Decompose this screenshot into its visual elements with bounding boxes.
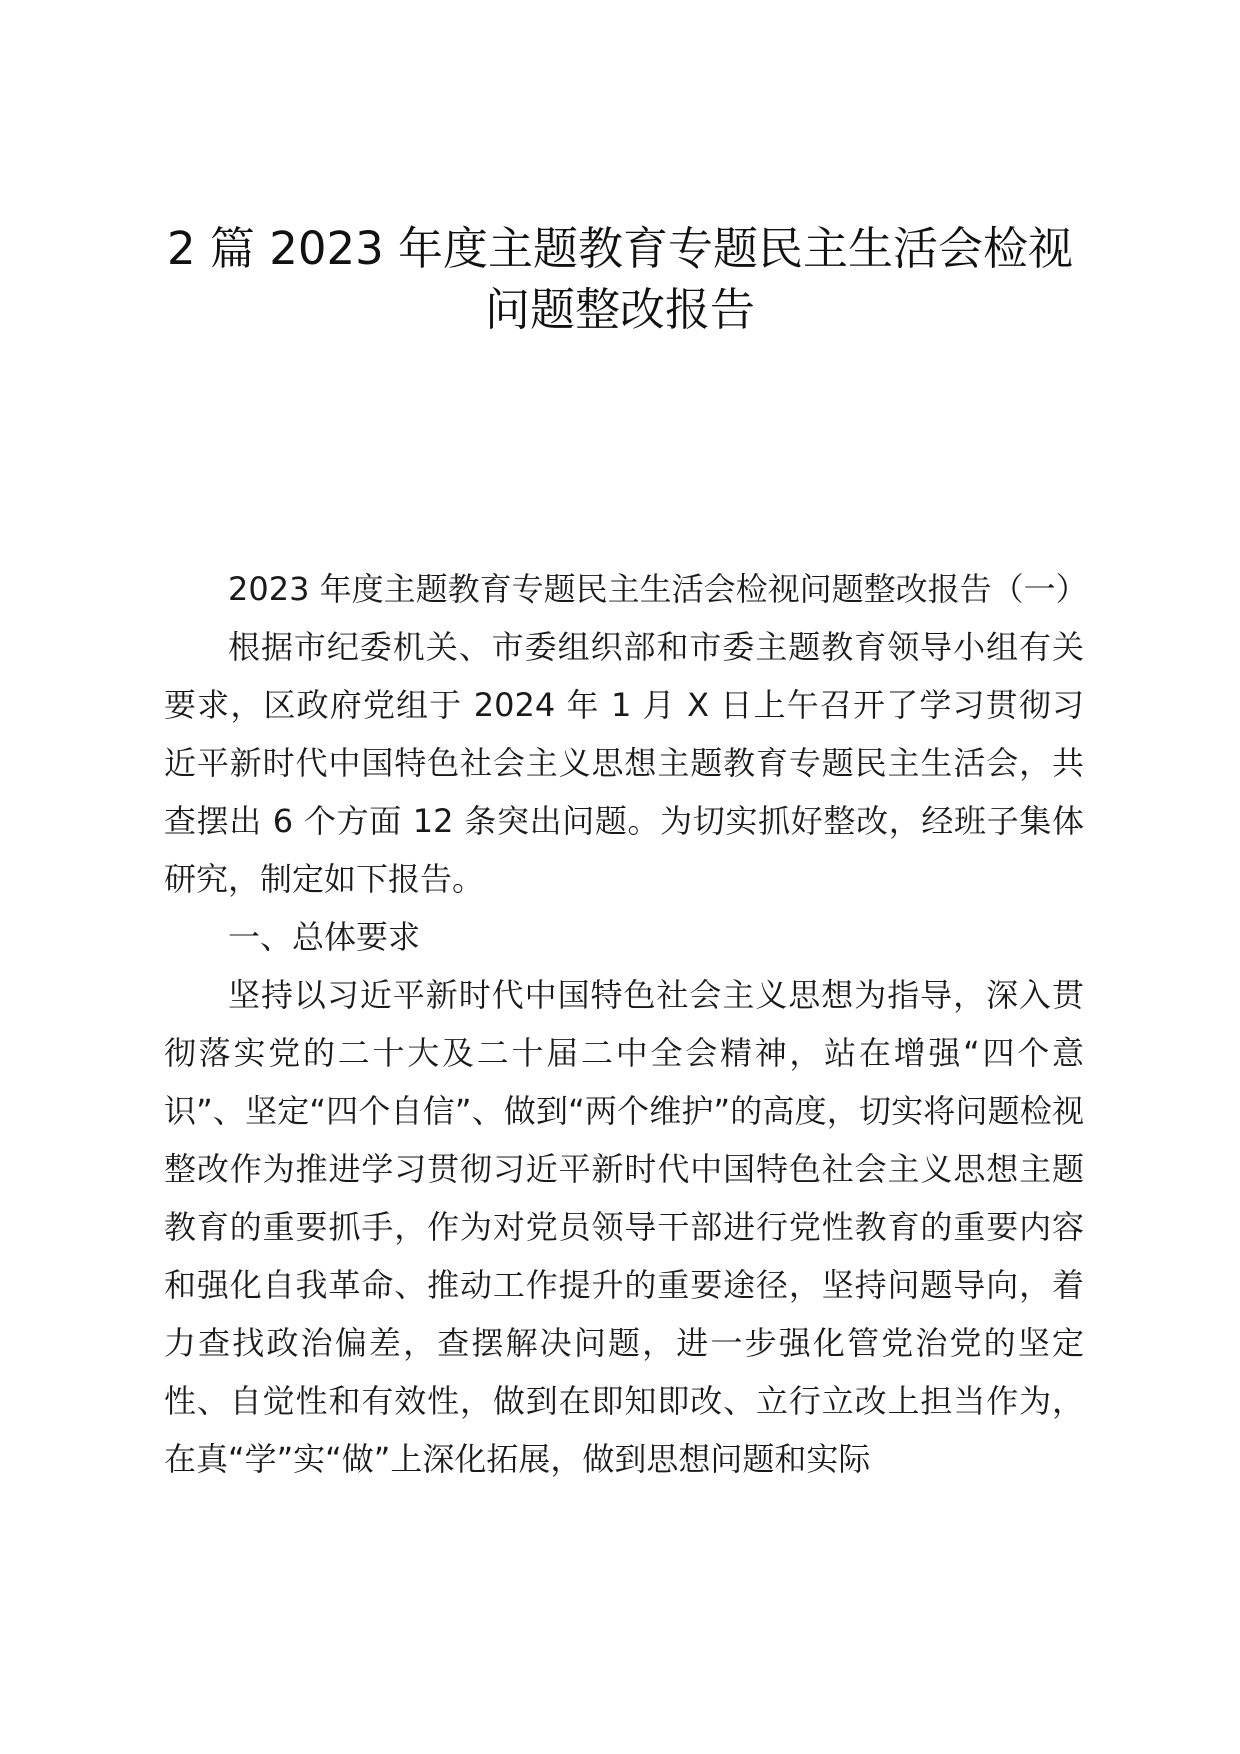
document-body: [164, 560, 1088, 1488]
section-heading-general-requirements: 一、总体要求: [228, 918, 421, 956]
report-subtitle: 2023 年度主题教育专题民主生活会检视问题整改报告（一）: [228, 570, 1088, 608]
document-title: [120, 218, 1120, 340]
intro-paragraph: 根据市纪委机关、市委组织部和市委主题教育领导小组有关要求，区政府党组于 2024 年 1 月 X 日上午召开了学习贯彻习近平新时代中国特色社会主义思想主题教育专题民主生活会，共查摆出 6 个方面 12 条突出问题。为切实抓好整改，经班子集体研究，制定如下报告。: [164, 628, 1084, 898]
document-title-line-1: 2 篇 2023 年度主题教育专题民主生活会检视: [166, 222, 1074, 275]
document-title-line-2: 问题整改报告: [484, 283, 755, 336]
general-requirements-paragraph: 坚持以习近平新时代中国特色社会主义思想为指导，深入贯彻落实党的二十大及二十届二中全会精神，站在增强“四个意识”、坚定“四个自信”、做到“两个维护”的高度，切实将问题检视整改作为推进学习贯彻习近平新时代中国特色社会主义思想主题教育的重要抓手，作为对党员领导干部进行党性教育的重要内容和强化自我革命、推动工作提升的重要途径，坚持问题导向，着力查找政治偏差，查摆解决问题，进一步强化管党治党的坚定性、自觉性和有效性，做到在即知即改、立行立改上担当作为，在真“学”实“做”上深化拓展，做到思想问题和实际: [164, 976, 1084, 1478]
